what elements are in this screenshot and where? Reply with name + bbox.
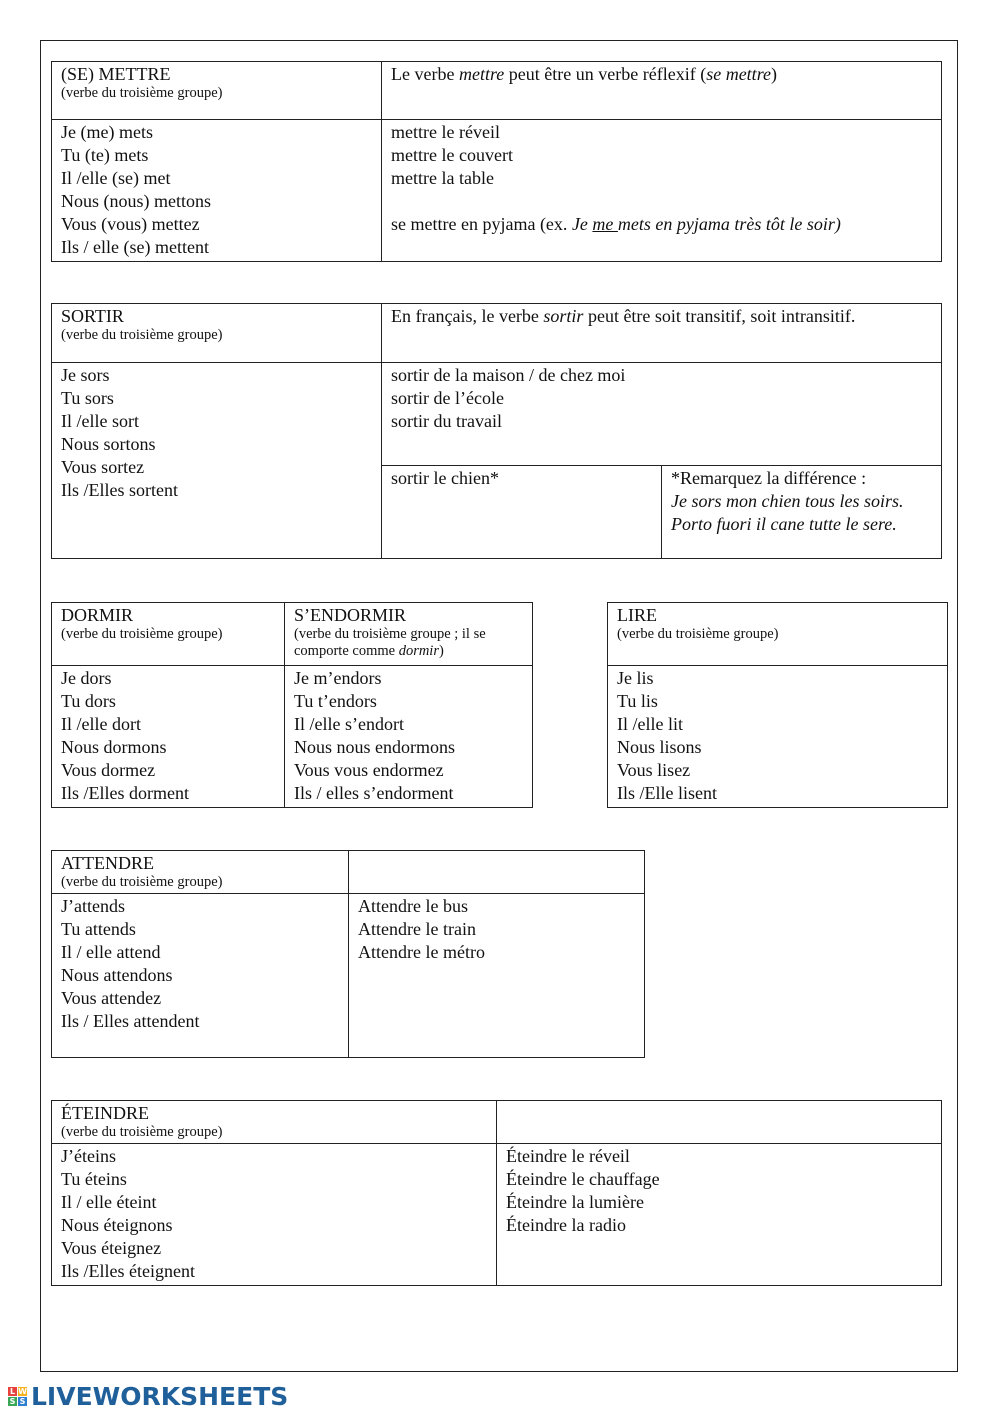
logo-tiles-icon [8, 1387, 27, 1406]
example-line: mettre la table [391, 168, 494, 188]
table-mettre [51, 61, 942, 262]
conjugation-line: J’éteins [61, 1146, 116, 1166]
remark-title: *Remarquez la différence : [671, 468, 867, 488]
conjugation-line: Nous sortons [61, 434, 156, 454]
sendormir-conjugation-cell [285, 666, 533, 808]
eteindre-empty-cell [497, 1101, 942, 1144]
sortir-note-cell [382, 304, 942, 363]
note-text: Le verbe [391, 64, 459, 84]
conjugation-line: Tu sors [61, 388, 114, 408]
verb-title: SORTIR [61, 306, 124, 326]
mettre-conjugation-cell [52, 120, 382, 262]
conjugation-line: Il / elle attend [61, 942, 161, 962]
conjugation-line: Ils /Elle lisent [617, 783, 717, 803]
conjugation-line: Nous dormons [61, 737, 167, 757]
verb-group: (verbe du troisième groupe) [61, 626, 223, 642]
logo-tile: W [18, 1386, 27, 1396]
sortir-intransitive-cell [382, 363, 942, 466]
mettre-note-cell [382, 62, 942, 120]
conjugation-line: Vous éteignez [61, 1238, 162, 1258]
conjugation-line: Il /elle sort [61, 411, 139, 431]
example-text: se mettre en pyjama (ex. [391, 214, 572, 234]
example-line: sortir de l’école [391, 388, 504, 408]
remark-french: Je sors mon chien tous les soirs. [671, 491, 904, 511]
verb-title: LIRE [617, 605, 657, 625]
dormir-conjugation-cell [52, 666, 285, 808]
verb-group: (verbe du troisième groupe) [61, 327, 223, 343]
verb-group: (verbe du troisième groupe) [61, 1124, 223, 1140]
example-italic: Je [571, 214, 593, 234]
conjugation-line: Je (me) mets [61, 122, 153, 142]
note-text: peut être soit transitif, soit intransitif. [583, 306, 856, 326]
note-italic-reflexive: se mettre [706, 64, 772, 84]
sortir-conjugation-cell [52, 363, 382, 559]
conjugation-line: Vous vous endormez [294, 760, 444, 780]
conjugation-line: Ils /Elles sortent [61, 480, 178, 500]
verb-title: ATTENDRE [61, 853, 154, 873]
conjugation-line: Tu (te) mets [61, 145, 149, 165]
example-underlined-pronoun: me [592, 214, 618, 234]
eteindre-conjugation-cell [52, 1144, 497, 1286]
liveworksheets-logo[interactable] [8, 1381, 288, 1411]
conjugation-line: Nous nous endormons [294, 737, 455, 757]
table-attendre [51, 850, 645, 1058]
example-line: mettre le réveil [391, 122, 500, 142]
conjugation-line: J’attends [61, 896, 125, 916]
conjugation-line: Ils /Elles éteignent [61, 1261, 195, 1281]
conjugation-line: Il /elle s’endort [294, 714, 404, 734]
conjugation-line: Vous sortez [61, 457, 145, 477]
conjugation-line: Il / elle éteint [61, 1192, 157, 1212]
dormir-header-cell [52, 603, 285, 666]
conjugation-line: Nous éteignons [61, 1215, 173, 1235]
conjugation-line: Il /elle (se) met [61, 168, 171, 188]
example-line: Éteindre le chauffage [506, 1169, 660, 1189]
conjugation-line: Vous dormez [61, 760, 156, 780]
eteindre-examples-cell [497, 1144, 942, 1286]
example-line: Éteindre la radio [506, 1215, 626, 1235]
sortir-header-cell [52, 304, 382, 363]
table-lire [607, 602, 948, 808]
verb-group: (verbe du troisième groupe) [617, 626, 779, 642]
attendre-header-cell [52, 851, 349, 894]
note-italic-verb: mettre [458, 64, 505, 84]
note-text: peut être un verbe réflexif ( [504, 64, 707, 84]
attendre-empty-cell [349, 851, 645, 894]
table-dormir [51, 602, 533, 808]
example-line: Attendre le métro [358, 942, 485, 962]
verb-title: (SE) METTRE [61, 64, 171, 84]
conjugation-line: Nous lisons [617, 737, 702, 757]
conjugation-line: Tu attends [61, 919, 136, 939]
example-line: sortir de la maison / de chez moi [391, 365, 626, 385]
conjugation-line: Je lis [617, 668, 654, 688]
logo-text: LIVEWORKSHEETS [31, 1381, 289, 1411]
sortir-remark-cell [662, 466, 942, 559]
conjugation-line: Tu éteins [61, 1169, 127, 1189]
conjugation-line: Vous lisez [617, 760, 691, 780]
conjugation-line: Ils /Elles dorment [61, 783, 189, 803]
conjugation-line: Il /elle lit [617, 714, 683, 734]
note-text: En français, le verbe [391, 306, 544, 326]
mettre-header-cell [52, 62, 382, 120]
conjugation-line: Je m’endors [294, 668, 382, 688]
verb-title: ÉTEINDRE [61, 1103, 149, 1123]
example-line: Attendre le train [358, 919, 476, 939]
conjugation-line: Ils / elle (se) mettent [61, 237, 209, 257]
sendormir-header-cell [285, 603, 533, 666]
conjugation-line: Il /elle dort [61, 714, 141, 734]
mettre-examples-cell [382, 120, 942, 262]
verb-group: (verbe du troisième groupe ; il se comporte comme dormir) [294, 626, 486, 659]
conjugation-line: Nous attendons [61, 965, 173, 985]
example-line: mettre le couvert [391, 145, 513, 165]
conjugation-line: Vous (vous) mettez [61, 214, 200, 234]
blank-line [391, 190, 932, 213]
note-text: ) [771, 64, 778, 84]
attendre-conjugation-cell [52, 894, 349, 1058]
example-line: Éteindre le réveil [506, 1146, 630, 1166]
table-eteindre [51, 1100, 942, 1286]
conjugation-line: Je dors [61, 668, 112, 688]
logo-tile: S [19, 1396, 26, 1406]
remark-italian: Porto fuori il cane tutte le sere. [671, 514, 897, 534]
logo-tile: L [9, 1386, 16, 1396]
verb-group: (verbe du troisième groupe) [61, 85, 223, 101]
conjugation-line: Tu dors [61, 691, 116, 711]
sortir-transitive-cell [382, 466, 662, 559]
logo-tile: S [9, 1396, 16, 1406]
example-line: Éteindre la lumière [506, 1192, 644, 1212]
verb-title: S’ENDORMIR [294, 605, 407, 625]
lire-conjugation-cell [608, 666, 948, 808]
example-line: Attendre le bus [358, 896, 468, 916]
conjugation-line: Nous (nous) mettons [61, 191, 211, 211]
example-line: sortir le chien* [391, 468, 499, 488]
conjugation-line: Je sors [61, 365, 110, 385]
attendre-examples-cell [349, 894, 645, 1058]
conjugation-line: Tu lis [617, 691, 658, 711]
conjugation-line: Ils / elles s’endorment [294, 783, 454, 803]
example-line: sortir du travail [391, 411, 502, 431]
example-italic: mets en pyjama très tôt le soir) [617, 214, 841, 234]
example-reflexive-line [391, 213, 932, 236]
note-italic-verb: sortir [543, 306, 584, 326]
verb-title: DORMIR [61, 605, 134, 625]
eteindre-header-cell [52, 1101, 497, 1144]
conjugation-line: Ils / Elles attendent [61, 1011, 200, 1031]
verb-group: (verbe du troisième groupe) [61, 874, 223, 890]
lire-header-cell [608, 603, 948, 666]
conjugation-line: Vous attendez [61, 988, 162, 1008]
table-sortir [51, 303, 942, 559]
conjugation-line: Tu t’endors [294, 691, 377, 711]
